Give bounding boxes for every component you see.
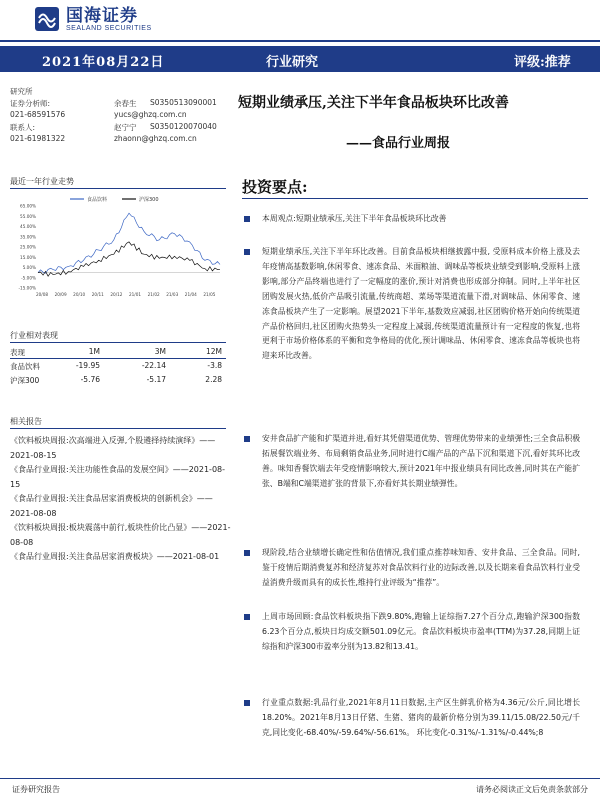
- legend-label-food: 食品饮料: [87, 197, 108, 203]
- bullet-square-icon: [244, 249, 250, 255]
- series-line-hs300: [38, 242, 220, 276]
- list-item[interactable]: 《饮料板块周报:次高端进入反弹,个股遴择持续演绎》——2021-08-15: [10, 436, 216, 460]
- bullet-square-icon: [244, 614, 250, 620]
- series-line-food: [38, 213, 220, 273]
- y-tick-label: 5.00%: [22, 265, 36, 271]
- table-cell: 2.28: [205, 375, 222, 384]
- table-header: 表现: [10, 348, 25, 357]
- x-tick-label: 20/11: [91, 292, 104, 297]
- bullet-text: 安井食品扩产能和扩渠道并进,看好其凭借渠道优势、管理优势带来的业绩弹性;三全食品积极拓展餐饮端业务、布局剩销食品业务,同时进行C端产品的产品下沉和渠道下沉,看好其环比改善。味知香餐饮端去年受疫情影响较大,预计2021年中报业绩具有同比改善,同时其在产能扩张、B端和C端渠道扩张的背景下,亦看好其长期业绩弹性。: [262, 434, 580, 488]
- bullet-square-icon: [244, 700, 250, 706]
- contact-email[interactable]: zhaonn@ghzq.com.cn: [114, 134, 197, 143]
- list-item[interactable]: 《饮料板块周报:板块震荡中前行,板块性价比凸显》——2021-08-08: [10, 523, 231, 547]
- brand-name-en: SEALAND SECURITIES: [66, 24, 152, 32]
- y-tick-label: 65.00%: [20, 203, 36, 209]
- x-tick-label: 20/09: [54, 292, 67, 297]
- bullet-text: 现阶段,结合业绩增长确定性和估值情况,我们重点推荐味知香、安井食品、三全食品。同时,鉴于疫情后期消费复苏和经济复苏对食品饮料行业的边际改善,以及长期来看食品饮料行业受益消费升级而具有的成长性,维持行业评级为“推荐”。: [262, 548, 580, 587]
- x-tick-label: 21/01: [128, 292, 142, 297]
- report-type: 行业研究: [266, 55, 319, 70]
- contact-phone: 021-61981322: [10, 134, 66, 143]
- related-reports-list: [10, 434, 232, 565]
- analyst-label: 证券分析师:: [10, 99, 51, 108]
- analyst-name: 余春生: [114, 99, 137, 108]
- footer-right: 请务必阅读正文后免责条款部分: [476, 785, 588, 794]
- x-tick-label: 20/12: [110, 292, 123, 297]
- related-section-rule: [10, 428, 226, 429]
- brand-logo: [34, 6, 152, 32]
- table-header: 1M: [88, 347, 100, 356]
- investment-section-rule: [242, 198, 588, 199]
- table-header: 3M: [154, 347, 166, 356]
- bullet-square-icon: [244, 550, 250, 556]
- investment-section-title: 投资要点:: [242, 178, 308, 196]
- bullet-text: 短期业绩承压,关注下半年环比改善。目前食品板块相继披露中报, 受原料成本价格上涨及去年疫情高基数影响,休闲零食、速冻食品、米面粮油、调味品等板块业绩受到影响,受原料上涨影响,部分产品终端也进行了一定幅度的涨价,预计对消费也形成部分抑制。同时,上半年社区团购发展火热,低价产品吸引流量,传统商超、菜场等渠道流量下滑,对调味品、休闲零食、速冻食品板块产生了一定影响。展望2021下半年,基数效应减弱,社区团购价格开始向传统渠道产品价格回归,社区团购火热势头一定程度上减弱,传统渠道流量预计有一定程度的恢复,也将更利于市场价格体系的平衡和竞争格局的优化,预计调味品、休闲零食、速冻食品等板块也将迎来环比改善。: [262, 247, 580, 361]
- brand-name-cn: 国海证券: [66, 5, 138, 26]
- bullet-text: 上周市场回顾:食品饮料板块指下跌9.80%,跑输上证综指7.27个百分点,跑输沪深300指数6.23个百分点,板块日均成交额501.09亿元。食品饮料板块市盈率(TTM)为37.28,同期上证综指和沪深300市盈率分别为13.82和13.41。: [262, 612, 580, 651]
- list-item[interactable]: 《食品行业周报:关注食品居家消费板块》——2021-08-01: [10, 552, 220, 561]
- report-title: 短期业绩承压,关注下半年食品板块环比改善: [238, 95, 509, 111]
- dept-label: 研究所: [10, 87, 33, 96]
- bullet-text: 本周观点:短期业绩承压,关注下半年食品板块环比改善: [262, 214, 447, 223]
- table-row: [10, 373, 226, 387]
- performance-section-title: 行业相对表现: [10, 331, 58, 340]
- report-rating: 评级:推荐: [514, 55, 571, 70]
- list-item[interactable]: 《食品行业周报:关注食品居家消费板块的创新机会》——2021-08-08: [10, 494, 213, 518]
- analyst-cert: S0350513090001: [150, 98, 217, 107]
- list-item[interactable]: 《食品行业周报:关注功能性食品的发展空间》——2021-08-15: [10, 465, 226, 489]
- contact-name: 赵宁宁: [114, 123, 137, 132]
- y-tick-label: 35.00%: [20, 234, 36, 240]
- contact-cert: S0350120070040: [150, 122, 217, 131]
- contact-label: 联系人:: [10, 123, 36, 132]
- y-tick-label: 45.00%: [20, 224, 36, 230]
- table-header-row: [10, 345, 226, 359]
- table-cell: -3.8: [207, 361, 222, 370]
- footer-left: 证券研究报告: [12, 785, 60, 794]
- x-tick-label: 21/02: [147, 292, 160, 297]
- y-tick-label: -15.00%: [18, 285, 36, 291]
- trend-chart: [10, 190, 226, 300]
- sealand-logo-icon: [34, 6, 60, 32]
- x-tick-label: 21/04: [184, 292, 197, 297]
- table-cell: -5.17: [146, 375, 166, 384]
- header-bar: [0, 46, 600, 72]
- table-cell: -22.14: [141, 361, 166, 370]
- x-tick-label: 21/03: [166, 292, 179, 297]
- performance-section-rule: [10, 342, 226, 343]
- x-tick-label: 21/05: [203, 292, 216, 297]
- table-header: 12M: [205, 347, 222, 356]
- table-cell: -19.95: [75, 361, 100, 370]
- header-rule: [0, 40, 600, 42]
- y-tick-label: -5.00%: [21, 275, 36, 281]
- x-tick-label: 20/10: [73, 292, 86, 297]
- legend-label-hs300: 沪深300: [139, 197, 159, 203]
- table-cell: 沪深300: [10, 376, 40, 385]
- performance-table: [10, 345, 226, 387]
- trend-section-rule: [10, 188, 226, 189]
- table-cell: -5.76: [80, 375, 100, 384]
- bullet-text: 行业重点数据:乳品行业,2021年8月11日数据,主产区生鲜乳价格为4.36元/公斤,同比增长18.20%。2021年8月13日仔猪、生猪、猪肉的最新价格分别为39.11/15.08/22.50元/千克,同比变化-68.40%/-59.64%/-56.61%。 环比变化-0.31%/-1.31%/-0.44%;8: [262, 698, 580, 737]
- report-subtitle: ——食品行业周报: [346, 136, 451, 151]
- table-row: [10, 359, 226, 373]
- y-tick-label: 25.00%: [20, 244, 36, 250]
- footer-rule: [0, 778, 600, 779]
- y-tick-label: 55.00%: [20, 213, 36, 219]
- related-section-title: 相关报告: [10, 417, 42, 426]
- report-date: 2021年08月22日: [42, 55, 165, 70]
- bullet-square-icon: [244, 216, 250, 222]
- analyst-email[interactable]: yucs@ghzq.com.cn: [114, 110, 187, 119]
- table-cell: 食品饮料: [10, 362, 40, 371]
- trend-section-title: 最近一年行业走势: [10, 177, 74, 186]
- bullet-square-icon: [244, 436, 250, 442]
- analyst-phone: 021-68591576: [10, 110, 66, 119]
- x-tick-label: 20/08: [35, 292, 49, 297]
- y-tick-label: 15.00%: [20, 254, 36, 260]
